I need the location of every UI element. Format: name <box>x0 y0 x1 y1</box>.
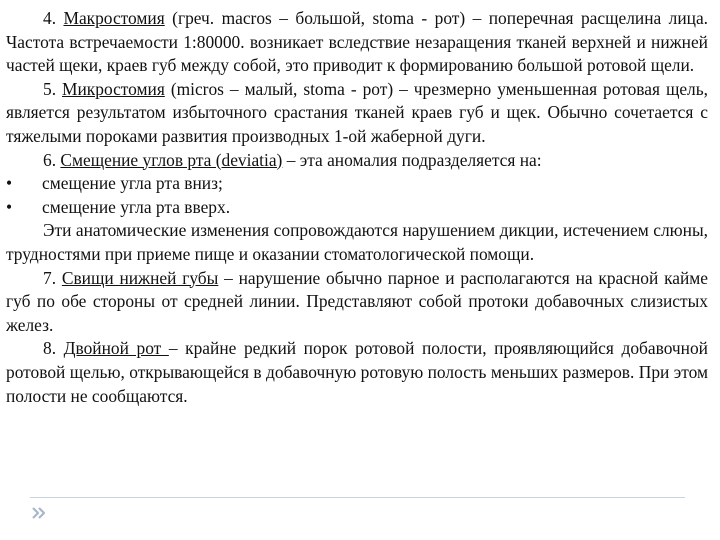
paragraph-double-mouth <box>6 337 708 408</box>
bullet-text: смещение угла рта вниз; <box>42 173 223 194</box>
paragraph-text: (греч. macros – большой, stoma - рот) – поперечная расщелина лица. Частота встречаемости 1:80000. возникает вследствие незаращения тканей верхней и нижней частей щеки, краев губ между собой, это приводит к формированию большой ротовой щели. <box>6 8 709 76</box>
term-double-mouth: Двойной рот <box>63 338 169 359</box>
item-number: 4. <box>43 8 64 28</box>
paragraph-macrostomia <box>6 7 708 78</box>
paragraph-text: – нарушение обычно парное и располагаются на красной кайме губ по обе стороны от средней линии. Представляют собой протоки добавочных слизистых желез. <box>6 267 709 335</box>
bullet-item <box>6 172 708 196</box>
term-deviatia: Смещение углов рта (deviatia) <box>60 149 283 170</box>
paragraph-text: – эта аномалия подразделяется на: <box>282 149 542 170</box>
bullet-text: смещение угла рта вверх. <box>42 196 231 217</box>
item-number: 6. <box>43 149 61 170</box>
item-number: 5. <box>43 78 63 99</box>
bullet-mark: • <box>6 173 13 194</box>
term-lip-fistula: Свищи нижней губы <box>61 267 219 288</box>
double-chevron-right-icon[interactable] <box>30 505 46 521</box>
item-number: 8. <box>43 338 64 359</box>
paragraph-lip-fistula <box>6 267 708 338</box>
document-body <box>6 7 708 408</box>
term-microstomia: Микростомия <box>62 78 165 99</box>
paragraph-text: – крайне редкий порок ротовой полости, проявляющийся добавочной ротовой щелью, открывающейся в добавочную ротовую полость меньших размеров. При этом полости не сообщаются. <box>6 338 708 406</box>
paragraph-text: (micros – малый, stoma - рот) – чрезмерно уменьшенная ротовая щель, является результатом избыточного срастания тканей краев губ и щек. Обычно сочетается с тяжелыми пороками развития производных 1-ой жаберной дуги. <box>6 78 709 146</box>
double-chevron-right-icon-glyph <box>30 505 46 521</box>
item-number: 7. <box>43 267 62 288</box>
paragraph-consequences: Эти анатомические изменения сопровождаются нарушением дикции, истечением слюны, трудностями при приеме пище и оказании стоматологической помощи. <box>6 220 708 264</box>
slide-separator <box>30 497 685 498</box>
paragraph-deviatia <box>6 149 708 173</box>
paragraph-microstomia <box>6 78 708 149</box>
bullet-item <box>6 196 708 220</box>
term-macrostomia: Макростомия <box>63 8 165 28</box>
bullet-mark: • <box>6 196 13 217</box>
